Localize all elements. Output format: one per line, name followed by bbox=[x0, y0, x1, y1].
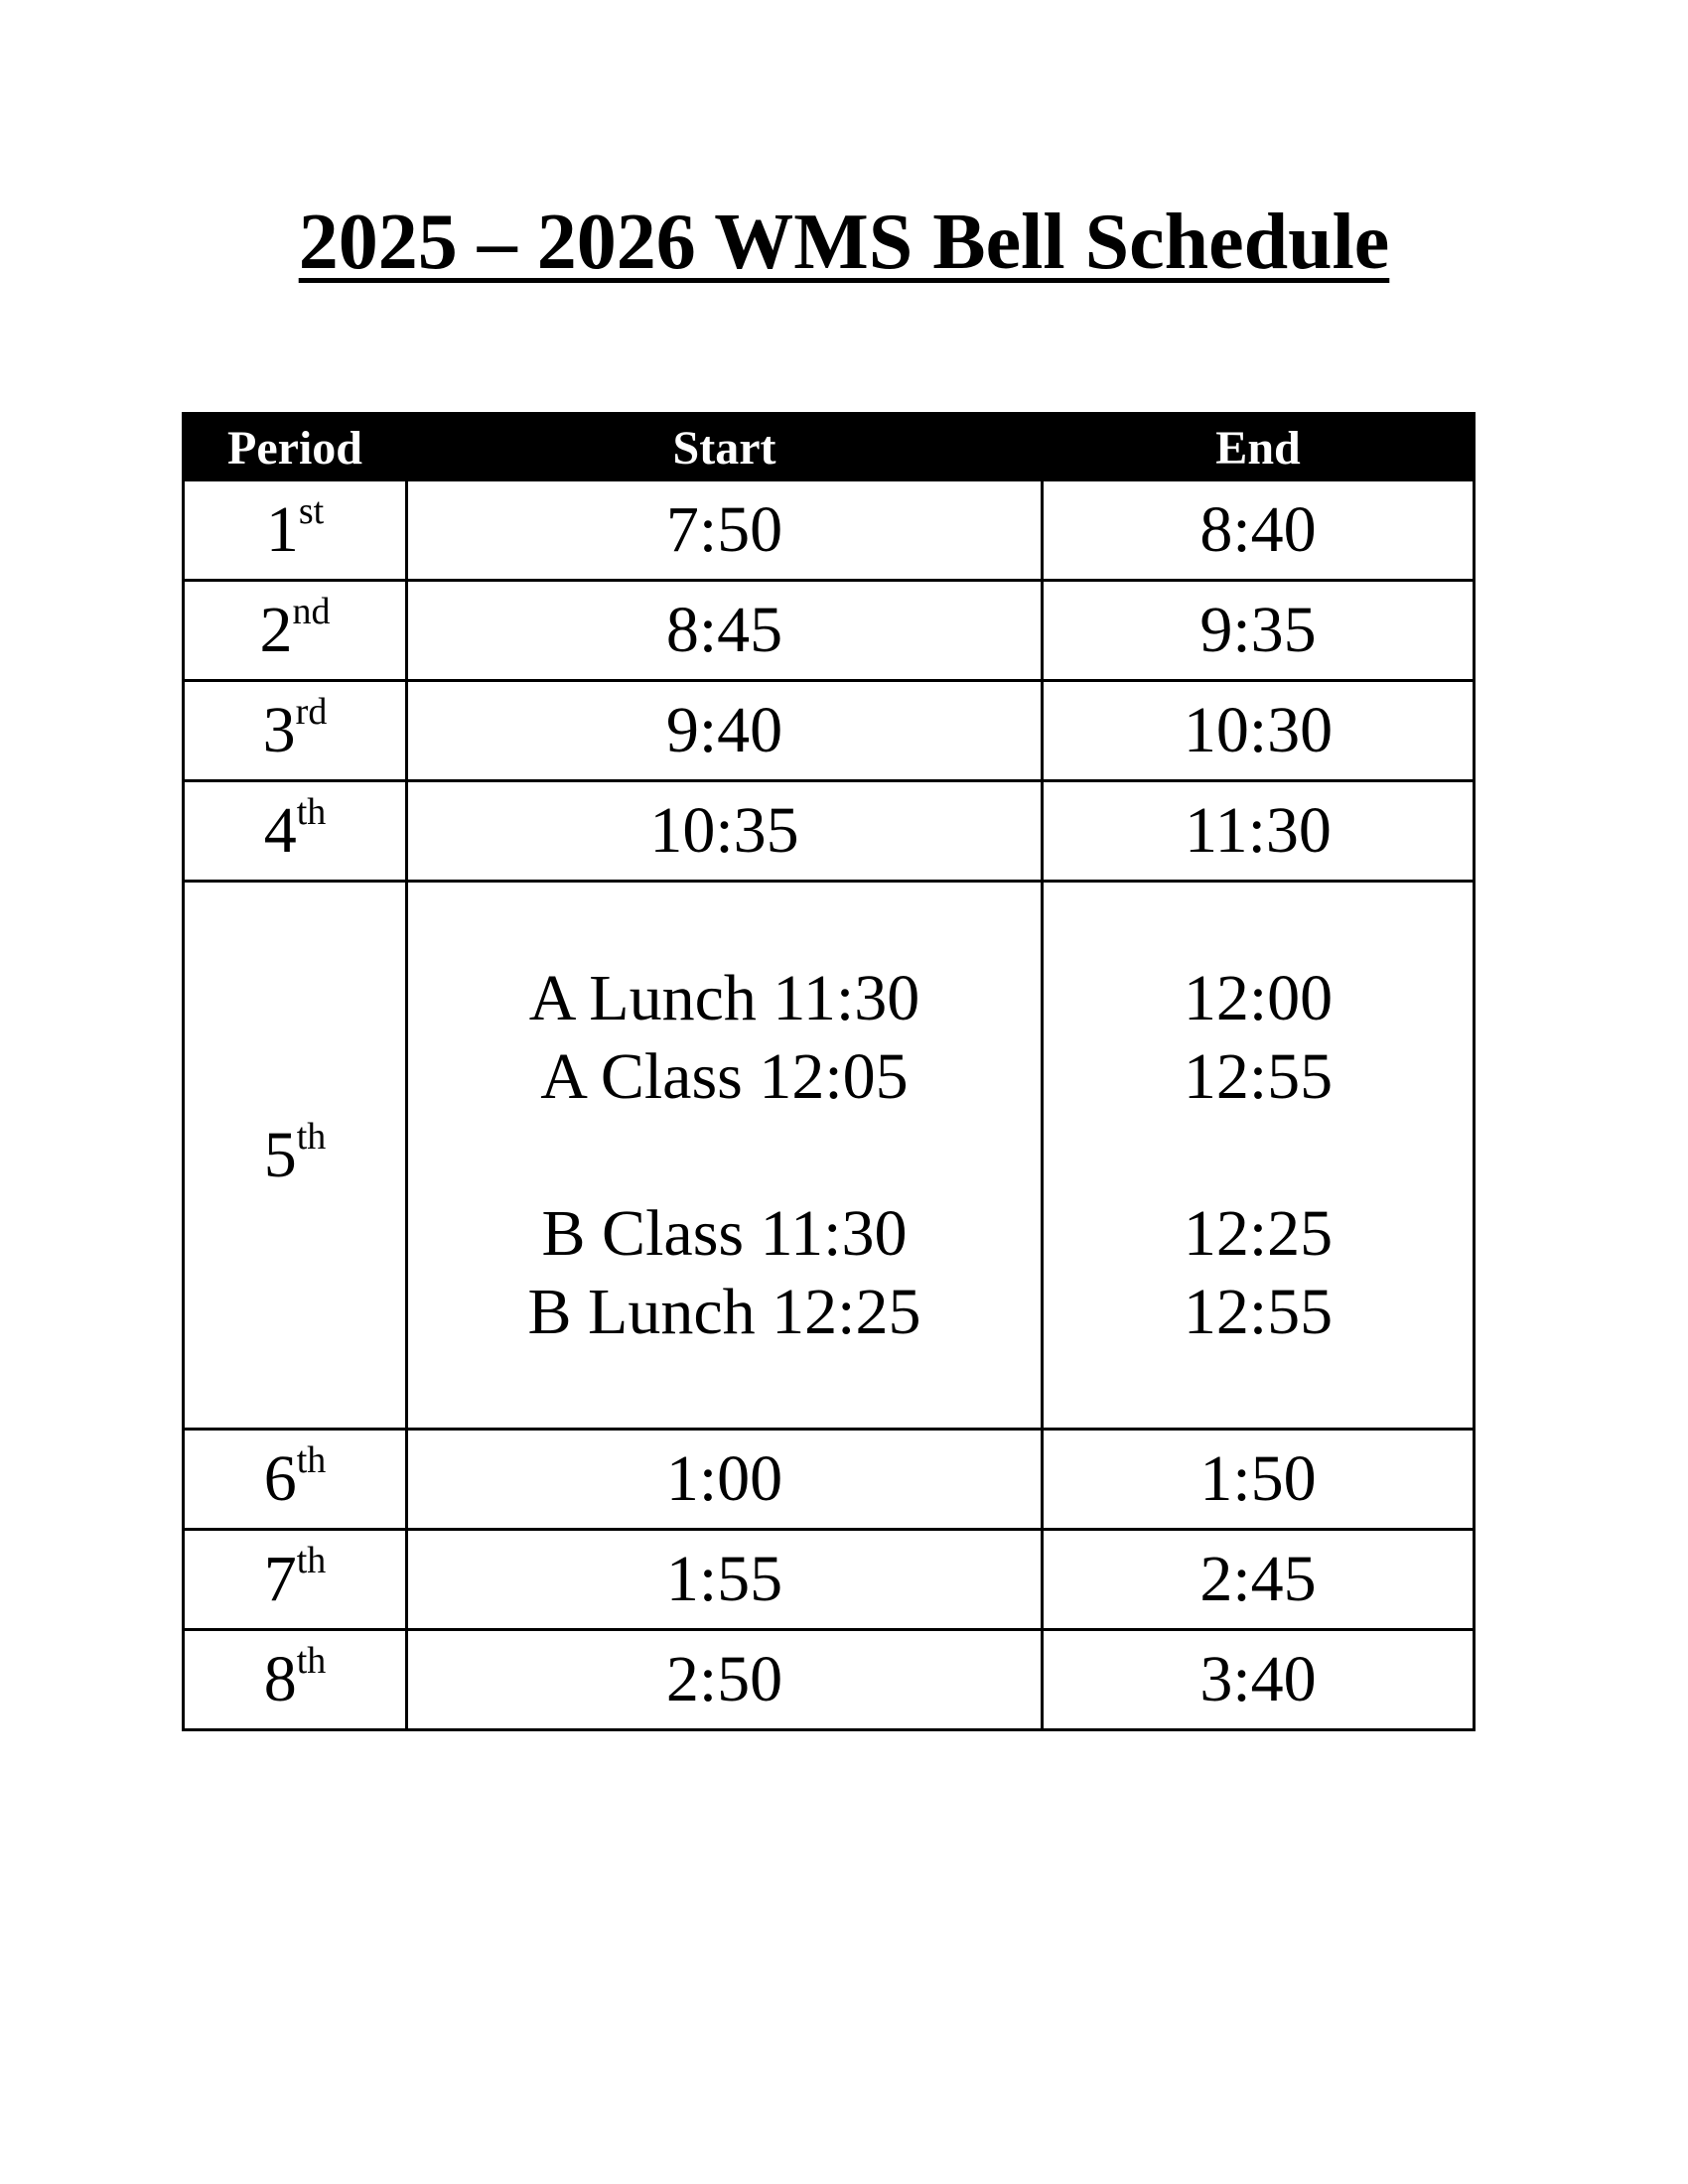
period-suffix: nd bbox=[292, 591, 331, 632]
b-lunch-start: B Lunch 12:25 bbox=[527, 1276, 921, 1348]
end-time-cell bbox=[1043, 882, 1475, 1430]
period-cell bbox=[184, 581, 407, 681]
period-number: 1 bbox=[265, 493, 299, 566]
period-number: 5 bbox=[263, 1118, 297, 1191]
start-time-cell: 8:45 bbox=[407, 581, 1043, 681]
end-time-cell: 11:30 bbox=[1043, 781, 1475, 882]
table-row bbox=[184, 781, 1475, 882]
period-suffix: th bbox=[296, 791, 327, 833]
header-period: Period bbox=[184, 414, 407, 480]
end-time-cell: 10:30 bbox=[1043, 681, 1475, 781]
end-time-cell: 2:45 bbox=[1043, 1530, 1475, 1630]
period-number: 2 bbox=[259, 594, 293, 666]
table-row bbox=[184, 480, 1475, 581]
b-lunch-end: 12:55 bbox=[1183, 1276, 1334, 1348]
period-suffix: th bbox=[296, 1640, 327, 1682]
period-number: 7 bbox=[263, 1543, 297, 1615]
period-suffix: th bbox=[296, 1115, 327, 1158]
end-time-cell: 3:40 bbox=[1043, 1630, 1475, 1730]
period-suffix: rd bbox=[295, 691, 328, 733]
period-suffix: th bbox=[296, 1439, 327, 1481]
table-row bbox=[184, 1530, 1475, 1630]
lunch-group-spacer bbox=[408, 1116, 1041, 1194]
end-time-cell: 1:50 bbox=[1043, 1430, 1475, 1530]
a-lunch-start: A Lunch 11:30 bbox=[528, 962, 920, 1034]
table-row bbox=[184, 1630, 1475, 1730]
header-end: End bbox=[1043, 414, 1475, 480]
period-cell bbox=[184, 1630, 407, 1730]
period-number: 6 bbox=[263, 1442, 297, 1515]
a-class-end: 12:55 bbox=[1183, 1040, 1334, 1113]
a-class-start: A Class 12:05 bbox=[540, 1040, 909, 1113]
start-time-cell: 2:50 bbox=[407, 1630, 1043, 1730]
period-cell bbox=[184, 480, 407, 581]
start-time-cell: 1:00 bbox=[407, 1430, 1043, 1530]
lunch-group-spacer bbox=[1044, 1116, 1473, 1194]
period-cell bbox=[184, 681, 407, 781]
end-time-cell: 8:40 bbox=[1043, 480, 1475, 581]
table-row-lunch-period bbox=[184, 882, 1475, 1430]
period-cell bbox=[184, 1530, 407, 1630]
b-class-start: B Class 11:30 bbox=[541, 1197, 908, 1270]
period-cell bbox=[184, 882, 407, 1430]
b-class-end: 12:25 bbox=[1183, 1197, 1334, 1270]
table-header-row bbox=[184, 414, 1475, 480]
end-time-cell: 9:35 bbox=[1043, 581, 1475, 681]
period-cell bbox=[184, 1430, 407, 1530]
period-suffix: th bbox=[296, 1540, 327, 1581]
period-suffix: st bbox=[298, 490, 325, 532]
bell-schedule-table bbox=[182, 412, 1476, 1731]
table-row bbox=[184, 1430, 1475, 1530]
period-number: 3 bbox=[262, 694, 296, 766]
start-time-cell: 9:40 bbox=[407, 681, 1043, 781]
page-title: 2025 – 2026 WMS Bell Schedule bbox=[298, 199, 1390, 286]
table-row bbox=[184, 581, 1475, 681]
start-time-cell: 7:50 bbox=[407, 480, 1043, 581]
start-time-cell: 1:55 bbox=[407, 1530, 1043, 1630]
a-lunch-end: 12:00 bbox=[1183, 962, 1334, 1034]
header-start: Start bbox=[407, 414, 1043, 480]
period-number: 8 bbox=[263, 1643, 297, 1715]
start-time-cell: 10:35 bbox=[407, 781, 1043, 882]
start-time-cell bbox=[407, 882, 1043, 1430]
period-cell bbox=[184, 781, 407, 882]
table-row bbox=[184, 681, 1475, 781]
period-number: 4 bbox=[263, 794, 297, 867]
